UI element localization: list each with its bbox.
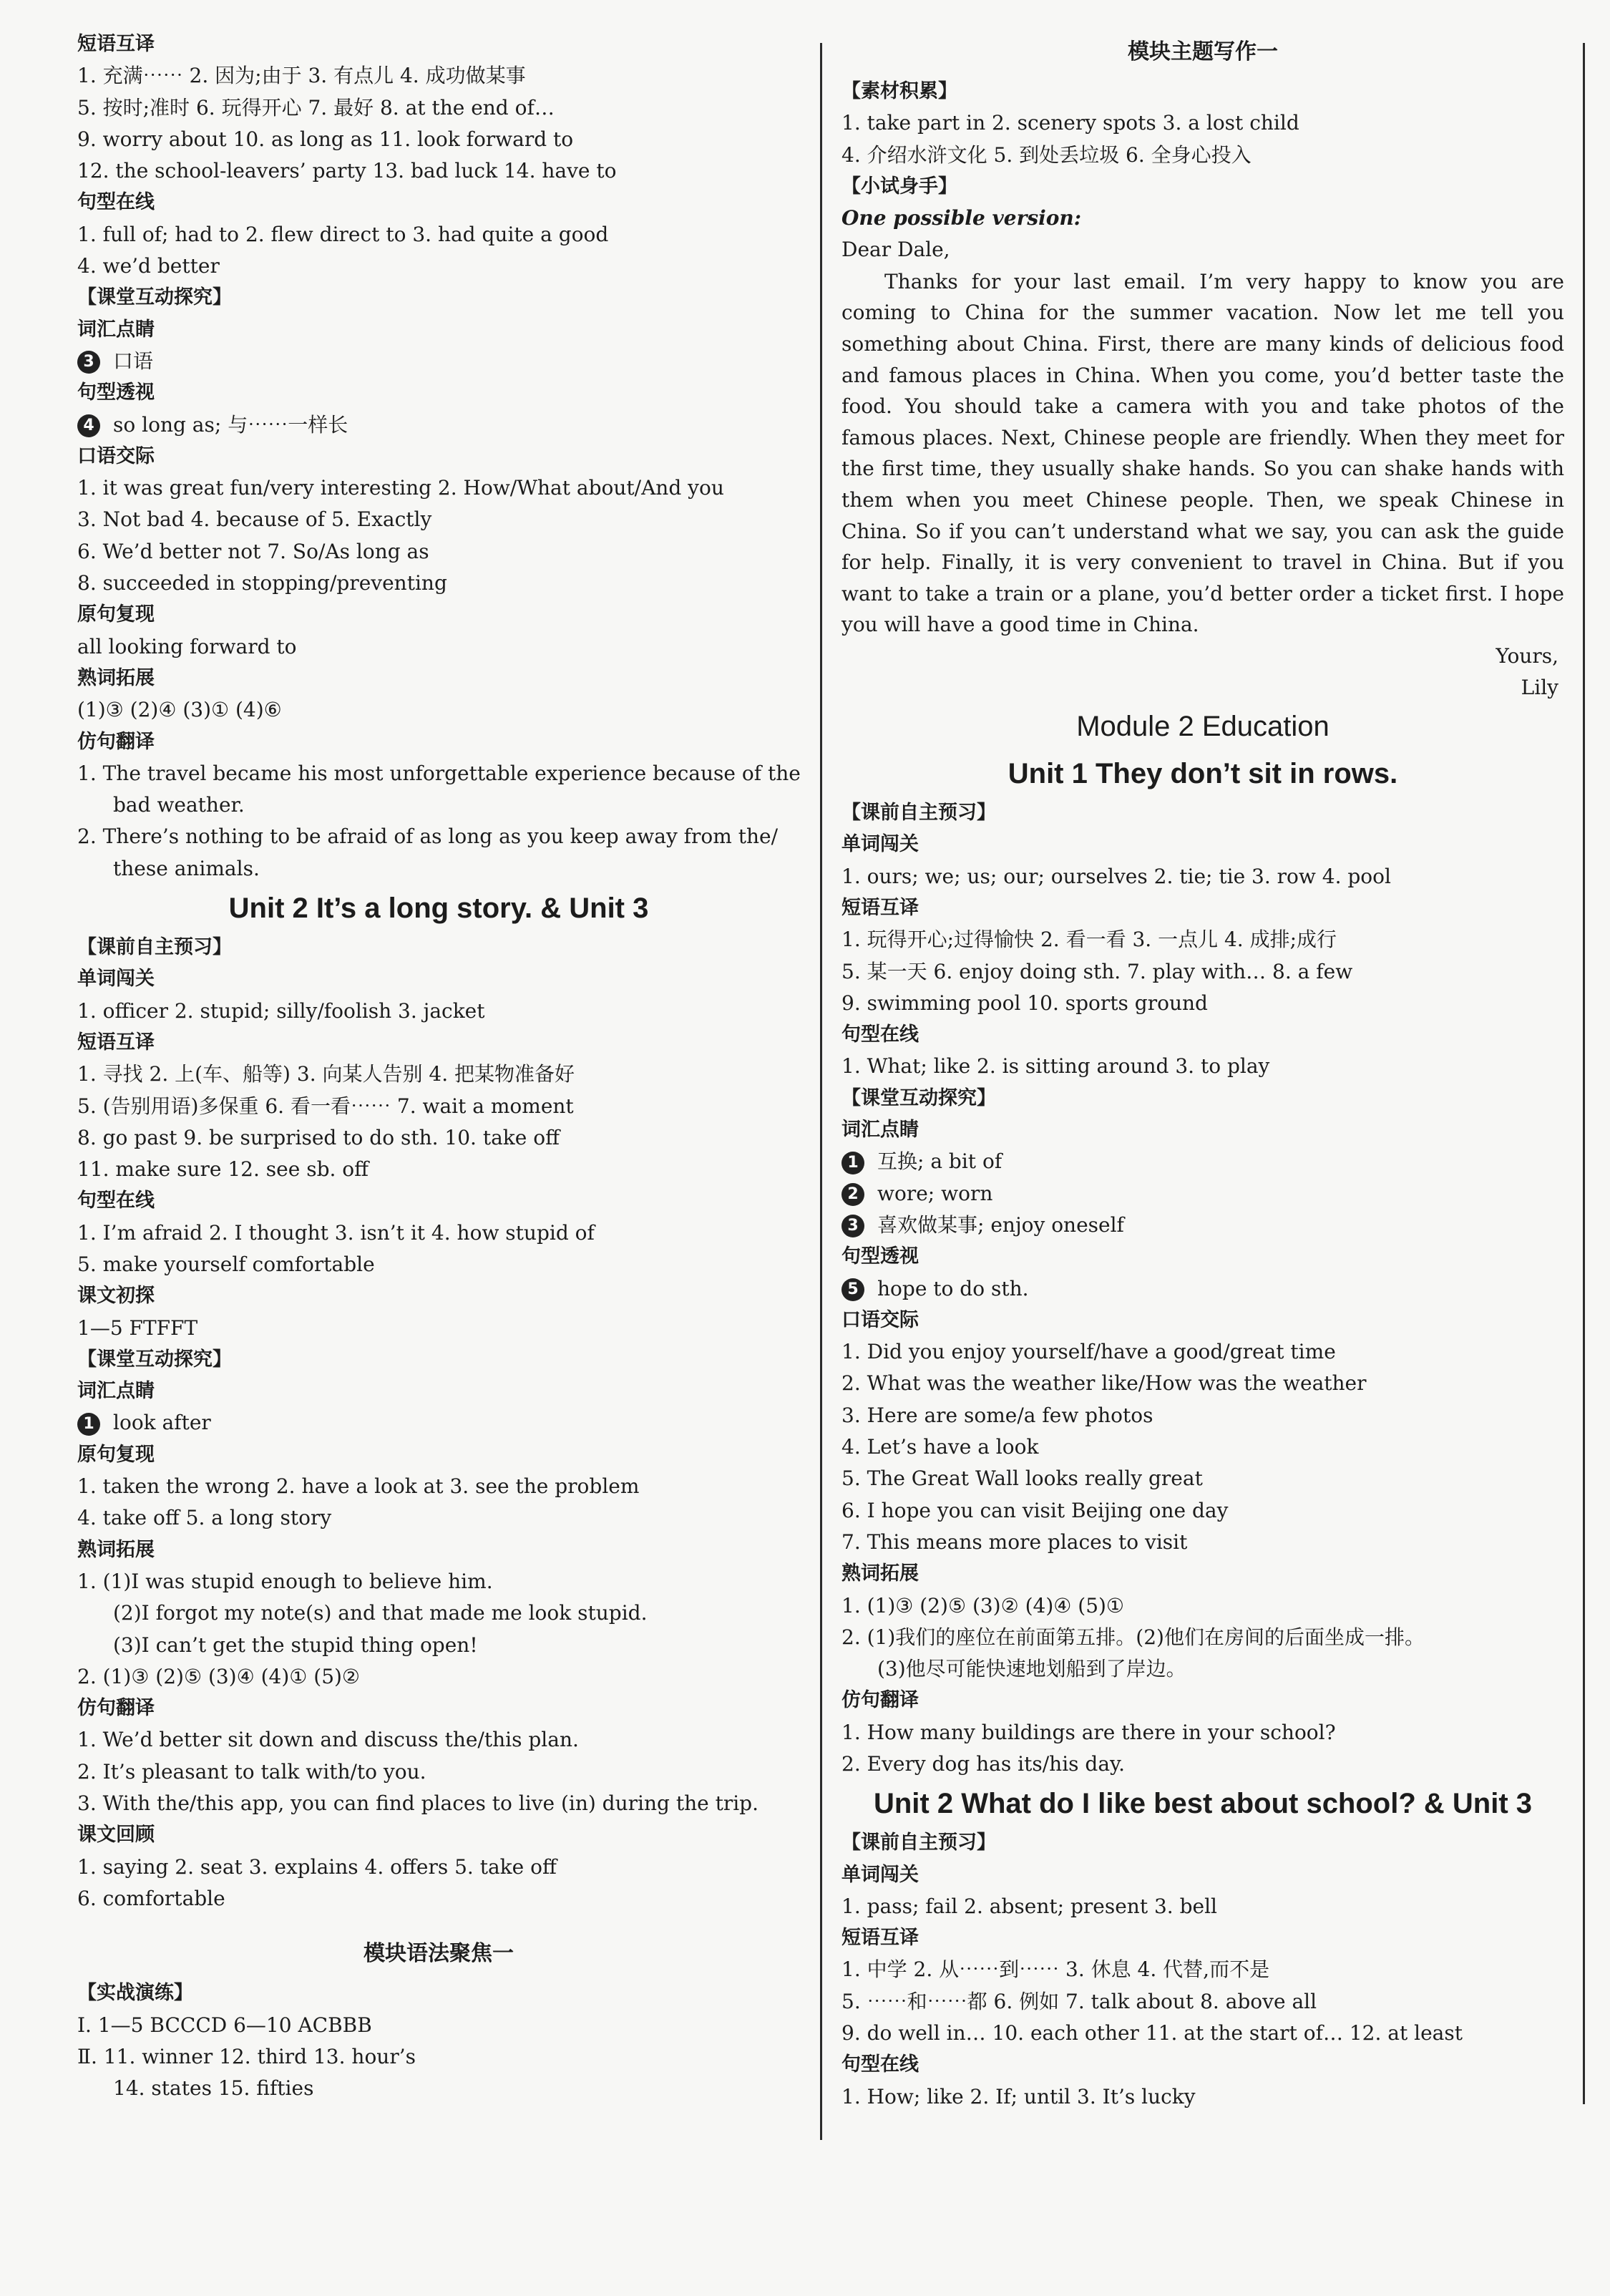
section-heading: 词汇点睛: [841, 1119, 919, 1142]
answer-line-indent: (3)他尽可能快速地划船到了岸边。: [877, 1657, 1186, 1681]
right-column: [841, 29, 1564, 2113]
bracket-heading: 【课堂互动探究】: [77, 286, 232, 309]
answer-line: 9. do well in… 10. each other 11. at the start of… 12. at least: [841, 2021, 1463, 2046]
bracket-heading: 【课前自主预习】: [77, 936, 232, 959]
unit-title: Unit 1 They don’t sit in rows.: [1008, 758, 1398, 790]
answer-line: 6. I hope you can visit Beijing one day: [841, 1498, 1229, 1522]
item-text: wore; worn: [877, 1181, 993, 1205]
circled-number-icon: 3: [77, 351, 100, 374]
answer-line: 1. it was great fun/very interesting 2. How/What about/And you: [77, 476, 724, 500]
section-heading: 句型透视: [77, 381, 155, 404]
column-divider: [820, 43, 822, 2140]
section-heading: 熟词拓展: [77, 1538, 155, 1561]
answer-line: 1. full of; had to 2. flew direct to 3. had quite a good: [77, 222, 609, 246]
section-heading: 课文回顾: [77, 1824, 155, 1847]
bracket-heading: 【课堂互动探究】: [77, 1348, 232, 1371]
section-heading: 短语互译: [841, 1927, 919, 1950]
left-column: [77, 29, 800, 2104]
answer-line: 3. With the/this app, you can find places to live (in) during the trip.: [77, 1791, 758, 1816]
section-heading: 熟词拓展: [77, 666, 155, 689]
section-heading: 句型在线: [77, 1190, 155, 1212]
answer-line-indent: bad weather.: [113, 793, 245, 817]
numbered-item: [77, 409, 800, 441]
signoff-line: Yours,: [1496, 643, 1558, 668]
answer-line-indent: (3)I can’t get the stupid thing open!: [113, 1633, 478, 1657]
answer-line: 3. Not bad 4. because of 5. Exactly: [77, 507, 432, 532]
answer-line: 11. make sure 12. see sb. off: [77, 1157, 369, 1182]
answer-line: 1. 中学 2. 从⋯⋯到⋯⋯ 3. 休息 4. 代替,而不是: [841, 1957, 1270, 1982]
answer-line: 12. the school-leavers’ party 13. bad luck 14. have to: [77, 159, 617, 183]
bracket-heading: 【课前自主预习】: [841, 1832, 996, 1854]
answer-line: 3. Here are some/a few photos: [841, 1403, 1153, 1427]
answer-line: 4. Let’s have a look: [841, 1435, 1039, 1459]
answer-line: 5. The Great Wall looks really great: [841, 1466, 1203, 1491]
item-text: 互换; a bit of: [877, 1149, 1002, 1174]
answer-line: 1. saying 2. seat 3. explains 4. offers 5. take off: [77, 1854, 557, 1879]
answer-line: 1. officer 2. stupid; silly/foolish 3. jacket: [77, 998, 485, 1023]
answer-line: 5. 某一天 6. enjoy doing sth. 7. play with… 8. a few: [841, 959, 1353, 983]
circled-number-icon: 4: [77, 414, 100, 437]
version-label: One possible version:: [841, 206, 1082, 230]
answer-line-indent: 14. states 15. fifties: [113, 2076, 314, 2101]
answer-line: 1. 充满⋯⋯ 2. 因为;由于 3. 有点儿 4. 成功做某事: [77, 64, 526, 88]
numbered-item: [841, 1273, 1564, 1305]
answer-line: 7. This means more places to visit: [841, 1529, 1188, 1554]
essay-paragraph: Thanks for your last email. I’m very happy to know you are coming to China for the summer vacation. Now let me tell you something about China. First, there are many kinds of delicious food and famous places in China. When you come, you’d better taste the food. You should take a camera with you and take photos of the famous places. Next, Chinese people are friendly. When they meet for the first time, they usually shake hands. So you can shake hands with them when you meet Chinese people. Then, we speak Chinese in China. So if you can’t understand what we say, you can ask the guide for help. Finally, it is very convenient to travel in China. But if you want to take a train or a plane, you’d better order a ticket first. I hope you will have a good time in China.: [841, 269, 1564, 637]
answer-line: 6. We’d better not 7. So/As long as: [77, 539, 429, 563]
answer-line: 1. What; like 2. is sitting around 3. to play: [841, 1054, 1270, 1079]
answer-line: Ⅱ. 11. winner 12. third 13. hour’s: [77, 2044, 416, 2068]
answer-line: 1. (1)③ (2)⑤ (3)② (4)④ (5)①: [841, 1593, 1125, 1618]
circled-number-icon: 2: [841, 1183, 864, 1206]
circled-number-icon: 3: [841, 1215, 864, 1237]
section-heading: 仿句翻译: [77, 1697, 155, 1720]
answer-line: 4. 介绍水浒文化 5. 到处丢垃圾 6. 全身心投入: [841, 142, 1252, 167]
numbered-item: [77, 346, 800, 377]
numbered-item: [841, 1146, 1564, 1177]
signoff-line: Lily: [1521, 675, 1558, 699]
numbered-item: [841, 1210, 1564, 1241]
answer-line: 1. Did you enjoy yourself/have a good/great time: [841, 1340, 1336, 1364]
section-heading: 词汇点睛: [77, 1380, 155, 1403]
circled-number-icon: 1: [77, 1413, 100, 1436]
module-title: Module 2 Education: [1076, 711, 1330, 743]
section-heading: 短语互译: [841, 896, 919, 919]
answer-line: 9. swimming pool 10. sports ground: [841, 991, 1208, 1015]
answer-line: 1. ours; we; us; our; ourselves 2. tie; tie 3. row 4. pool: [841, 864, 1391, 888]
answer-line: 1. We’d better sit down and discuss the/this plan.: [77, 1728, 579, 1752]
answer-line: 1. The travel became his most unforgettable experience because of the: [77, 761, 801, 785]
answer-line: 4. take off 5. a long story: [77, 1506, 332, 1530]
answer-line: 1. 寻找 2. 上(车、船等) 3. 向某人告别 4. 把某物准备好: [77, 1062, 575, 1086]
bracket-heading: 【实战演练】: [77, 1982, 193, 2005]
bracket-heading: 【课堂互动探究】: [841, 1086, 996, 1109]
answer-line: 1. (1)I was stupid enough to believe him.: [77, 1569, 493, 1593]
answer-line: 1. How many buildings are there in your school?: [841, 1720, 1336, 1744]
bracket-heading: 【课前自主预习】: [841, 802, 996, 824]
answer-line: 8. go past 9. be surprised to do sth. 10. take off: [77, 1125, 560, 1149]
answer-line: (1)③ (2)④ (3)① (4)⑥: [77, 698, 282, 722]
answer-line: 2. (1)我们的座位在前面第五排。(2)他们在房间的后面坐成一排。: [841, 1625, 1425, 1649]
answer-line: Ⅰ. 1—5 BCCCD 6—10 ACBBB: [77, 2013, 372, 2037]
item-text: 喜欢做某事; enjoy oneself: [877, 1212, 1124, 1237]
bracket-heading: 【小试身手】: [841, 175, 957, 198]
section-heading: 句型在线: [841, 1023, 919, 1046]
spacer: [77, 1915, 800, 1930]
answer-line: 1. take part in 2. scenery spots 3. a lost child: [841, 111, 1299, 135]
answer-line: 2. What was the weather like/How was the weather: [841, 1371, 1367, 1396]
answer-line-indent: (2)I forgot my note(s) and that made me look stupid.: [113, 1601, 648, 1625]
answer-line: 2. It’s pleasant to talk with/to you.: [77, 1759, 426, 1784]
item-text: look after: [113, 1411, 211, 1435]
section-heading: 单词闯关: [77, 968, 155, 991]
unit-title: Unit 2 What do I like best about school? & Unit 3: [873, 1788, 1533, 1820]
section-heading: 课文初探: [77, 1285, 155, 1308]
section-heading: 句型在线: [841, 2053, 919, 2076]
answer-line: 1—5 FTFFT: [77, 1315, 198, 1340]
answer-line: 5. make yourself comfortable: [77, 1252, 375, 1276]
answer-line: 1. How; like 2. If; until 3. It’s lucky: [841, 2084, 1196, 2108]
item-text: hope to do sth.: [877, 1276, 1029, 1300]
answer-line: 1. 玩得开心;过得愉快 2. 看一看 3. 一点儿 4. 成排;成行: [841, 928, 1337, 952]
answer-line: Dear Dale,: [841, 238, 950, 262]
section-heading: 仿句翻译: [841, 1689, 919, 1712]
answer-line: 5. ⋯⋯和⋯⋯都 6. 例如 7. talk about 8. above all: [841, 1989, 1317, 2013]
answer-line: 1. I’m afraid 2. I thought 3. isn’t it 4. how stupid of: [77, 1220, 595, 1245]
numbered-item: [841, 1178, 1564, 1210]
answer-line: 2. There’s nothing to be afraid of as long as you keep away from the/: [77, 824, 779, 849]
section-heading: 原句复现: [77, 603, 155, 626]
circled-number-icon: 1: [841, 1152, 864, 1174]
answer-line: 5. 按时;准时 6. 玩得开心 7. 最好 8. at the end of…: [77, 95, 555, 120]
answer-line: 1. pass; fail 2. absent; present 3. bell: [841, 1894, 1217, 1918]
answer-line: 4. we’d better: [77, 254, 220, 278]
section-title: 模块语法聚焦一: [364, 1941, 514, 1967]
section-heading: 句型在线: [77, 191, 155, 214]
page-edge-line: [1583, 43, 1585, 2104]
answer-line: 8. succeeded in stopping/preventing: [77, 571, 447, 595]
answer-line: 5. (告别用语)多保重 6. 看一看⋯⋯ 7. wait a moment: [77, 1094, 574, 1118]
section-heading: 短语互译: [77, 33, 155, 55]
section-title: 模块主题写作一: [1128, 39, 1278, 64]
section-heading: 仿句翻译: [77, 730, 155, 753]
answer-line: 9. worry about 10. as long as 11. look forward to: [77, 127, 574, 151]
section-heading: 口语交际: [841, 1308, 919, 1331]
section-heading: 原句复现: [77, 1443, 155, 1466]
section-heading: 词汇点睛: [77, 318, 155, 341]
answer-line: 1. taken the wrong 2. have a look at 3. see the problem: [77, 1474, 640, 1499]
numbered-item: [77, 1407, 800, 1439]
section-heading: 短语互译: [77, 1031, 155, 1054]
answer-line: 2. (1)③ (2)⑤ (3)④ (4)① (5)②: [77, 1664, 361, 1688]
unit-title: Unit 2 It’s a long story. & Unit 3: [228, 892, 649, 925]
section-heading: 熟词拓展: [841, 1562, 919, 1585]
section-heading: 单词闯关: [841, 833, 919, 856]
answer-line: all looking forward to: [77, 634, 297, 658]
item-text: 口语: [113, 349, 154, 373]
answer-line: 6. comfortable: [77, 1886, 225, 1910]
item-text: so long as; 与⋯⋯一样长: [113, 412, 348, 437]
section-heading: 单词闯关: [841, 1863, 919, 1886]
section-heading: 口语交际: [77, 444, 155, 467]
answer-line-indent: these animals.: [113, 856, 260, 880]
answer-line: 2. Every dog has its/his day.: [841, 1752, 1126, 1776]
section-heading: 句型透视: [841, 1245, 919, 1268]
bracket-heading: 【素材积累】: [841, 80, 957, 102]
circled-number-icon: 5: [841, 1278, 864, 1301]
